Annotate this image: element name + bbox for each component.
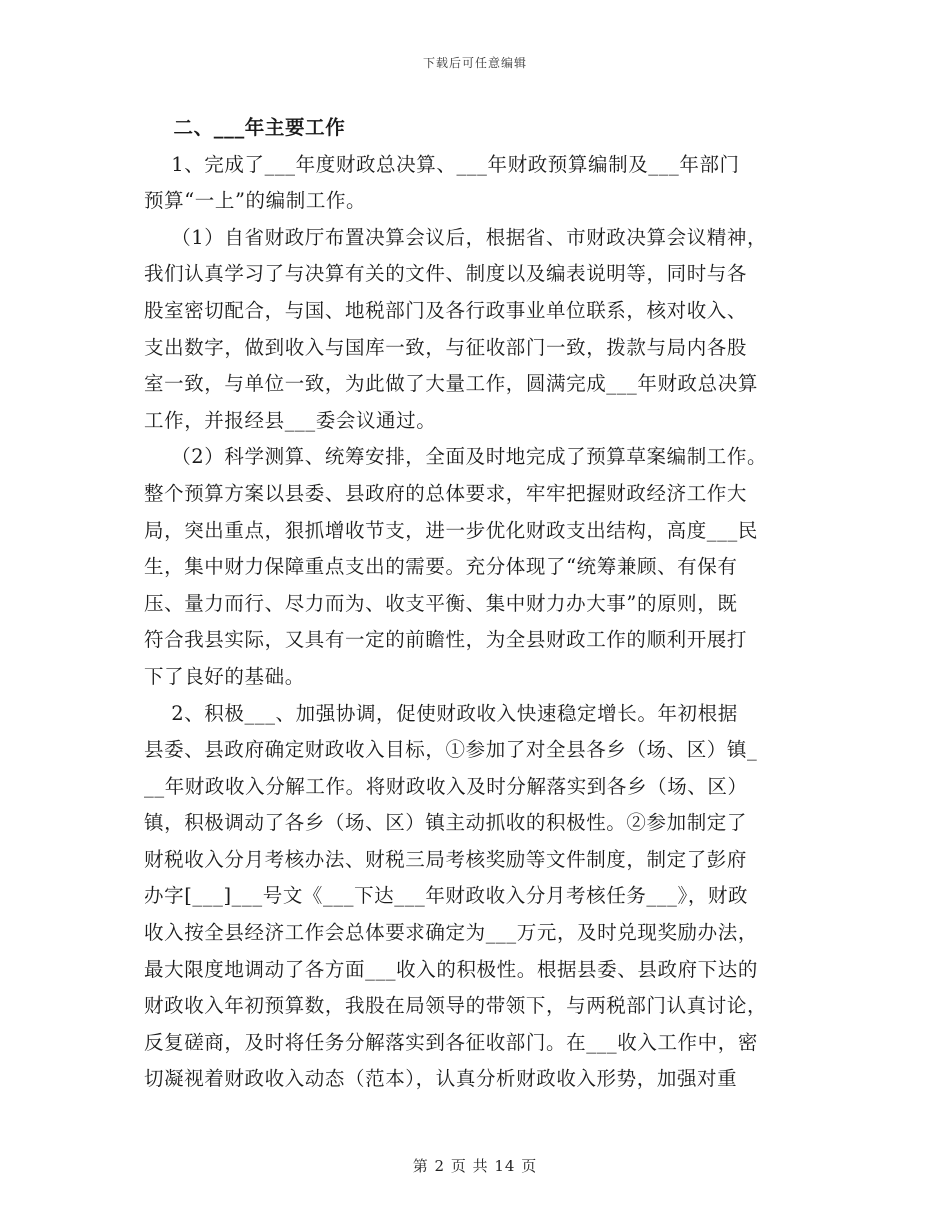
text-line: 整个预算方案以县委、县政府的总体要求，牢牢把握财政经济工作大 [144, 481, 748, 505]
text-line: 1、完成了___年度财政总决算、___年财政预算编制及___年部门 [144, 152, 740, 176]
document-body [144, 110, 816, 1098]
text-line: 符合我县实际，又具有一定的前瞻性，为全县财政工作的顺利开展打 [144, 628, 748, 652]
text-line: 收入按全县经济工作会总体要求确定为___万元，及时兑现奖励办法， [144, 921, 758, 945]
text-line: 生，集中财力保障重点支出的需要。充分体现了“统筹兼顾、有保有 [144, 555, 738, 579]
text-line: 反复磋商，及时将任务分解落实到各征收部门。在___收入工作中，密 [144, 1030, 758, 1054]
text-line: 室一致，与单位一致，为此做了大量工作，圆满完成___年财政总决算 [144, 372, 758, 396]
text-line: 镇，积极调动了各乡（场、区）镇主动抓收的积极性。②参加制定了 [144, 811, 748, 835]
section-heading: 二、___年主要工作 [144, 116, 346, 139]
text-line: （1）自省财政厅布置决算会议后，根据省、市财政决算会议精神， [144, 225, 768, 249]
page-number: 第 2 页 共 14 页 [412, 1157, 538, 1175]
text-line: （2）科学测算、统筹安排，全面及时地完成了预算草案编制工作。 [144, 445, 768, 469]
text-line: 财政收入年初预算数，我股在局领导的带领下，与两税部门认真讨论， [144, 994, 768, 1018]
text-line: 办字[___]___号文《___下达___年财政收入分月考核任务___》，财政 [144, 884, 749, 908]
text-line: 2、积极___、加强协调，促使财政收入快速稳定增长。年初根据 [144, 701, 738, 725]
page-header-note: 下载后可任意编辑 [422, 56, 527, 70]
text-line: 下了良好的基础。 [144, 664, 305, 688]
text-line: 我们认真学习了与决算有关的文件、制度以及编表说明等，同时与各 [144, 262, 748, 286]
text-line: 局，突出重点，狠抓增收节支，进一步优化财政支出结构，高度___民 [144, 518, 758, 542]
text-line: __年财政收入分解工作。将财政收入及时分解落实到各乡（场、区） [144, 774, 748, 798]
text-line: 支出数字，做到收入与国库一致，与征收部门一致，拨款与局内各股 [144, 335, 748, 359]
text-line: 工作，并报经县___委会议通过。 [144, 408, 437, 432]
text-line: 最大限度地调动了各方面___收入的积极性。根据县委、县政府下达的 [144, 957, 758, 981]
text-line: 预算“一上”的编制工作。 [144, 189, 367, 213]
text-line: 股室密切配合，与国、地税部门及各行政事业单位联系，核对收入、 [144, 298, 748, 322]
text-line: 财税收入分月考核办法、财税三局考核奖励等文件制度，制定了彭府 [144, 847, 748, 871]
text-line: 县委、县政府确定财政收入目标，①参加了对全县各乡（场、区）镇_ [144, 738, 758, 762]
text-line: 压、量力而行、尽力而为、收支平衡、集中财力办大事”的原则，既 [144, 591, 738, 615]
text-line: 切凝视着财政收入动态（范本），认真分析财政收入形势，加强对重 [144, 1067, 738, 1091]
